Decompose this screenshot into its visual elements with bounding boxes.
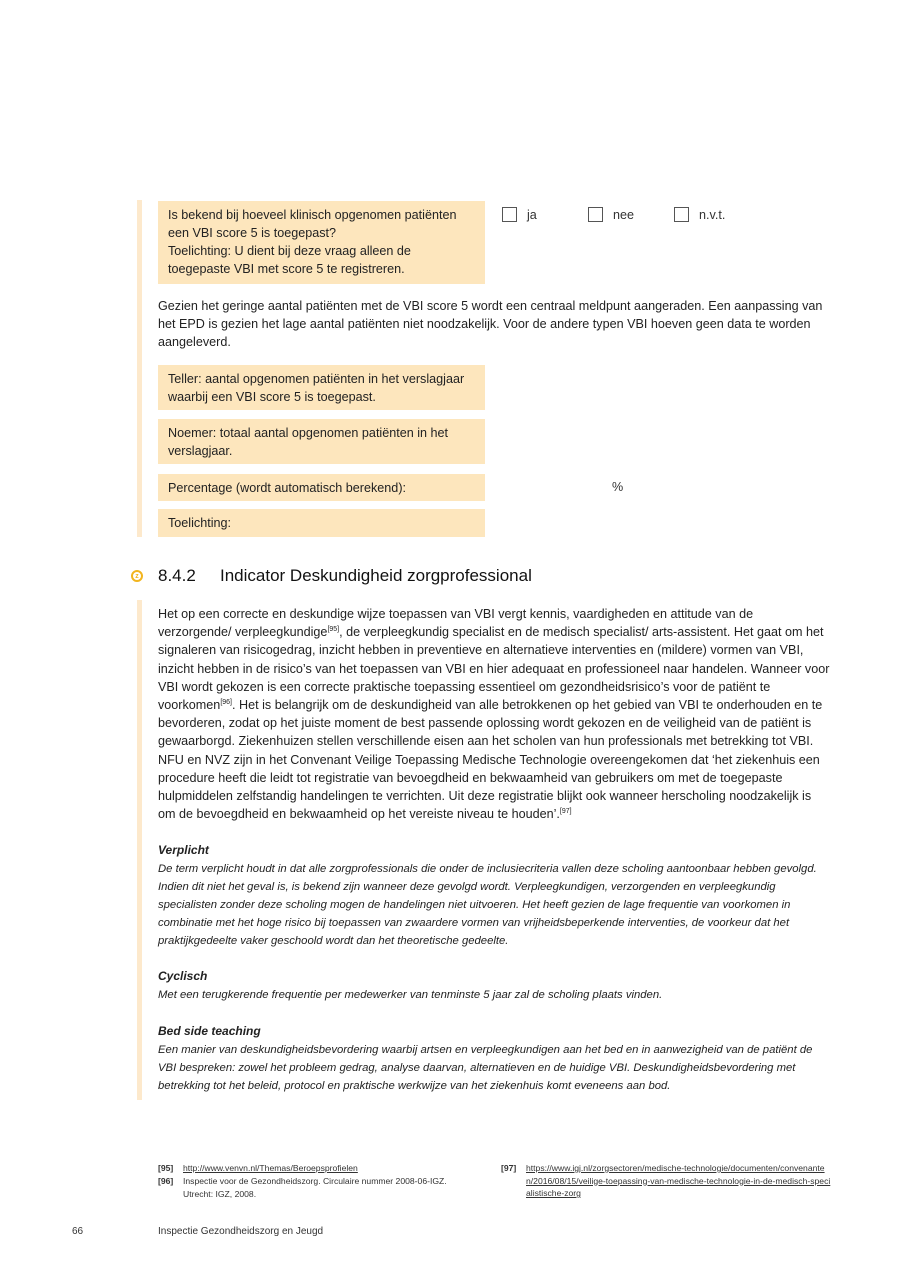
option-ja-label: ja	[527, 207, 537, 222]
footnote-95: [95] http://www.venvn.nl/Themas/Beroepsprofielen	[158, 1163, 358, 1173]
publisher-name: Inspectie Gezondheidszorg en Jeugd	[158, 1226, 324, 1237]
definition-text-bed-side-teaching: Een manier van deskundigheidsbevordering waarbij artsen en verpleegkundigen aan het bed en in aanwezigheid van de patiënt de VBI bespreken: zowel het probleem gedrag, analyse daarvan, alternatieven en de huidige VBI. Deskundigheidsbevordering met betrekking tot het beleid, protocol en praktische werkwijze van het ziekenhuis komt eveneens aan bod.	[158, 1044, 813, 1092]
page-number: 66	[72, 1226, 84, 1237]
definition-text-cyclisch: Met een terugkerende frequentie per medewerker van tenminste 5 jaar zal de scholing plaats vinden.	[158, 989, 663, 1001]
footnote-ref-97[interactable]: [97]	[559, 808, 572, 816]
section-heading	[158, 566, 532, 586]
definition-text-verplicht: De term verplicht houdt in dat alle zorgprofessionals die onder de inclusiecriteria vallen deze scholing aantoonbaar hebben gevolgd. Indien dit niet het geval is, is bekend zijn wanneer deze gevolgd wordt. Verpleegkundigen, verzorgenden en verpleegkundig specialisten zonder deze scholing mogen de handelingen niet uitvoeren. Het heeft gezien de lage frequentie van voorkomen in combinatie met het hoge risico bij toepassen van zwaardere vormen van vrijheidsbeperkende interventies, de voorkeur dat het praktijkgedeelte vaker geschoold wordt dan het theoretische gedeelte.	[158, 863, 817, 947]
checkbox-ja[interactable]	[502, 207, 517, 222]
question-box	[158, 201, 485, 284]
option-nee[interactable]	[588, 207, 634, 222]
footnote-95-link[interactable]: http://www.venvn.nl/Themas/Beroepsprofielen	[183, 1163, 358, 1173]
footnote-96-text: Inspectie voor de Gezondheidszorg. Circulaire nummer 2008-06-IGZ. Utrecht: IGZ, 2008.	[183, 1176, 447, 1199]
noemer-field[interactable]	[158, 419, 485, 464]
toelichting-field[interactable]	[158, 509, 485, 537]
footnote-ref-95[interactable]: [95]	[327, 626, 340, 634]
teller-label: Teller: aantal opgenomen patiënten in het verslagjaar waarbij een VBI score 5 is toegepast.	[168, 372, 465, 404]
percentage-field	[158, 474, 485, 501]
footnote-ref-96[interactable]: [96]	[220, 698, 232, 706]
section-body: Het op een correcte en deskundige wijze toepassen van VBI vergt kennis, vaardigheden en attitude van de verzorgende/ verpleegkundige[95], de verpleegkundig specialist en de medisch specialist/ arts-assistent. Het gaat om het signaleren van risicogedrag, inzicht hebben in preventieve en alternatieve interventies en (mildere) vormen van VBI, inzicht hebben in de risico’s van het toepassen van VBI en hier adequaat en professioneel naar handelen. Wanneer voor VBI wordt gekozen is een correcte praktische toepassing essentieel om gezondheidsrisico’s voor de patiënt te voorkomen[96]. Het is belangrijk om de deskundigheid van alle betrokkenen op het gebied van VBI te onderhouden en te bevorderen, zodat op het juiste moment de best passende oplossing wordt gekozen en de veiligheid van de patiënt is gewaarborgd. Ziekenhuizen stellen verschillende eisen aan het scholen van hun professionals met betrekking tot VBI. NFU en NVZ zijn in het Convenant Veilige Toepassing Medische Technologie overeengekomen dat ‘het ziekenhuis een procedure heeft die leidt tot registratie van bevoegdheid en bekwaamheid van gebruikers om met de toegepaste hulpmiddelen zelfstandig handelingen te verrichten. Uit deze registratie blijkt ook wanneer herscholing noodzakelijk is om de bevoegdheid en bekwaamheid op het vereiste niveau te houden’.[97]	[158, 607, 830, 822]
definition-term-verplicht: Verplicht	[158, 843, 209, 857]
footnote-97-link[interactable]: https://www.igj.nl/zorgsectoren/medische-technologie/documenten/convenanten/2016/08/15/veilige-toepassing-van-medische-technologie-in-de-medisch-specialistische-zorg	[526, 1163, 831, 1198]
left-accent-bar-top	[137, 200, 142, 537]
percentage-unit: %	[612, 480, 624, 494]
checkbox-nvt[interactable]	[674, 207, 689, 222]
section-title: Indicator Deskundigheid zorgprofessional	[220, 566, 532, 585]
option-nvt[interactable]	[674, 207, 725, 222]
toelichting-label: Toelichting:	[168, 516, 232, 530]
left-accent-bar-bottom	[137, 600, 142, 1100]
footnote-97: [97] https://www.igj.nl/zorgsectoren/medische-technologie/documenten/convenanten/2016/08/15/veilige-toepassing-van-medische-technologie-in-de-medisch-specialistische-zorg	[501, 1163, 831, 1198]
z-circle-icon: z	[131, 570, 143, 582]
section-number: 8.4.2	[158, 566, 196, 585]
option-nvt-label: n.v.t.	[699, 207, 726, 222]
option-nee-label: nee	[613, 207, 635, 222]
question-text: Is bekend bij hoeveel klinisch opgenomen patiënten een VBI score 5 is toegepast?	[168, 208, 457, 240]
question-explanation: Toelichting: U dient bij deze vraag alleen de toegepaste VBI met score 5 te registreren.	[168, 244, 411, 276]
definition-term-cyclisch: Cyclisch	[158, 969, 208, 983]
percentage-label: Percentage (wordt automatisch berekend):	[168, 481, 407, 495]
definition-term-bed-side-teaching: Bed side teaching	[158, 1024, 261, 1038]
footnote-96: [96] Inspectie voor de Gezondheidszorg. Circulaire nummer 2008-06-IGZ. Utrecht: IGZ, 2008.	[158, 1175, 478, 1200]
option-ja[interactable]	[502, 207, 537, 222]
teller-field[interactable]	[158, 365, 485, 410]
noemer-label: Noemer: totaal aantal opgenomen patiënten in het verslagjaar.	[168, 426, 449, 458]
checkbox-nee[interactable]	[588, 207, 603, 222]
intro-paragraph: Gezien het geringe aantal patiënten met de VBI score 5 wordt een centraal meldpunt aangeraden. Een aanpassing van het EPD is gezien het lage aantal patiënten niet noodzakelijk. Voor de andere typen VBI hoeven geen data te worden aangeleverd.	[158, 299, 823, 350]
